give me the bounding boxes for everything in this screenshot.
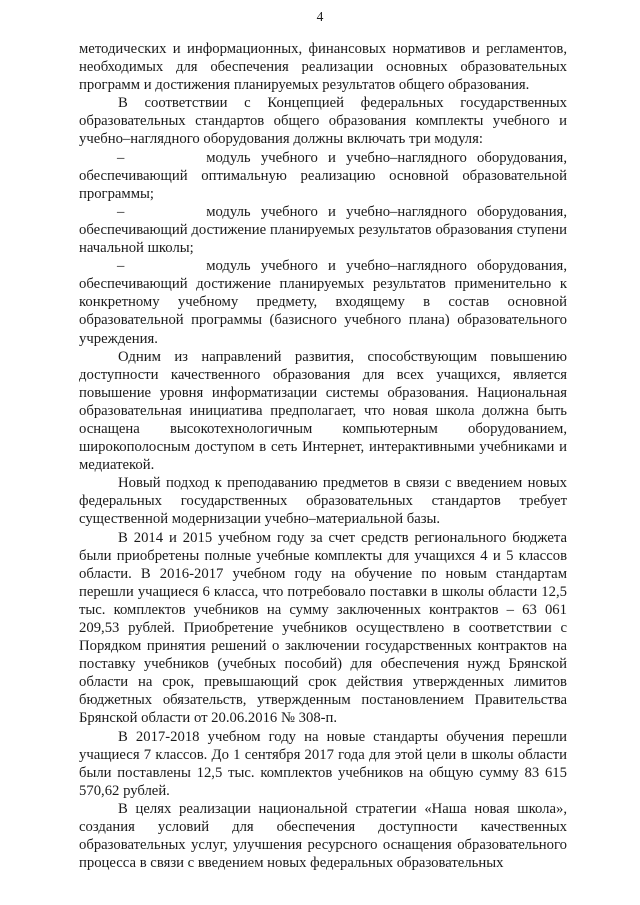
- list-item-module-2: – модуль учебного и учебно–наглядного оборудования, обеспечивающий достижение планируемых результатов образования ступени начальной школы;: [79, 203, 567, 257]
- paragraph-textbooks-2014-2016: В 2014 и 2015 учебном году за счет средств регионального бюджета были приобретены полные учебные комплекты для учащихся 4 и 5 классов области. В 2016-2017 учебном году на обучение по новым стандартам перешли учащиеся 6 класса, что потребовало поставки в школы области 12,5 тыс. комплектов учебников на сумму заключенных контрактов – 63 061 209,53 рублей. Приобретение учебников осуществлено в соответствии с Порядком принятия решений о заключении государственных контрактов на поставку учебников (учебных пособий) для обеспечения нужд Брянской области на срок, превышающий срок действия утвержденных лимитов бюджетных обязательств, утвержденным постановлением Правительства Брянской области от 20.06.2016 № 308-п.: [79, 529, 567, 727]
- paragraph-continuation: методических и информационных, финансовых нормативов и регламентов, необходимых для обеспечения реализации основных образовательных программ и достижения планируемых результатов общего образования.: [79, 41, 567, 94]
- document-body: [79, 40, 567, 872]
- paragraph-informatization: Одним из направлений развития, способствующим повышению доступности качественного образования для всех учащихся, является повышение уровня информатизации системы образования. Национальная образовательная инициатива предполагает, что новая школа должна быть оснащена высокотехнологичным компьютерным оборудованием, широкополосным доступом в сеть Интернет, интерактивными учебниками и медиатекой.: [79, 348, 567, 474]
- paragraph-concept-intro: В соответствии с Концепцией федеральных государственных образовательных стандартов общего образования комплекты учебного и учебно–наглядного оборудования должны включать три модуля:: [79, 95, 567, 148]
- list-item-module-1: – модуль учебного и учебно–наглядного оборудования, обеспечивающий оптимальную реализацию основной образовательной программы;: [79, 149, 567, 202]
- paragraph-national-strategy: В целях реализации национальной стратегии «Наша новая школа», создания условий для обеспечения доступности качественных образовательных услуг, улучшения ресурсного оснащения образовательного процесса в связи с введением новых федеральных образовательных: [79, 800, 567, 872]
- list-item-module-3: – модуль учебного и учебно–наглядного оборудования, обеспечивающий достижение планируемых результатов применительно к конкретному учебному предмету, входящему в состав основной образовательной программы (базисного учебного плана) образовательного учреждения.: [79, 258, 567, 347]
- page-number: 4: [316, 9, 324, 24]
- paragraph-textbooks-2017-2018: В 2017-2018 учебном году на новые стандарты обучения перешли учащиеся 7 классов. До 1 сентября 2017 года для этой цели в школы области были поставлены 12,5 тыс. комплектов учебников на общую сумму 83 615 570,62 рублей.: [79, 728, 567, 799]
- paragraph-new-approach: Новый подход к преподаванию предметов в связи с введением новых федеральных государственных образовательных стандартов требует существенной модернизации учебно–материальной базы.: [79, 475, 567, 528]
